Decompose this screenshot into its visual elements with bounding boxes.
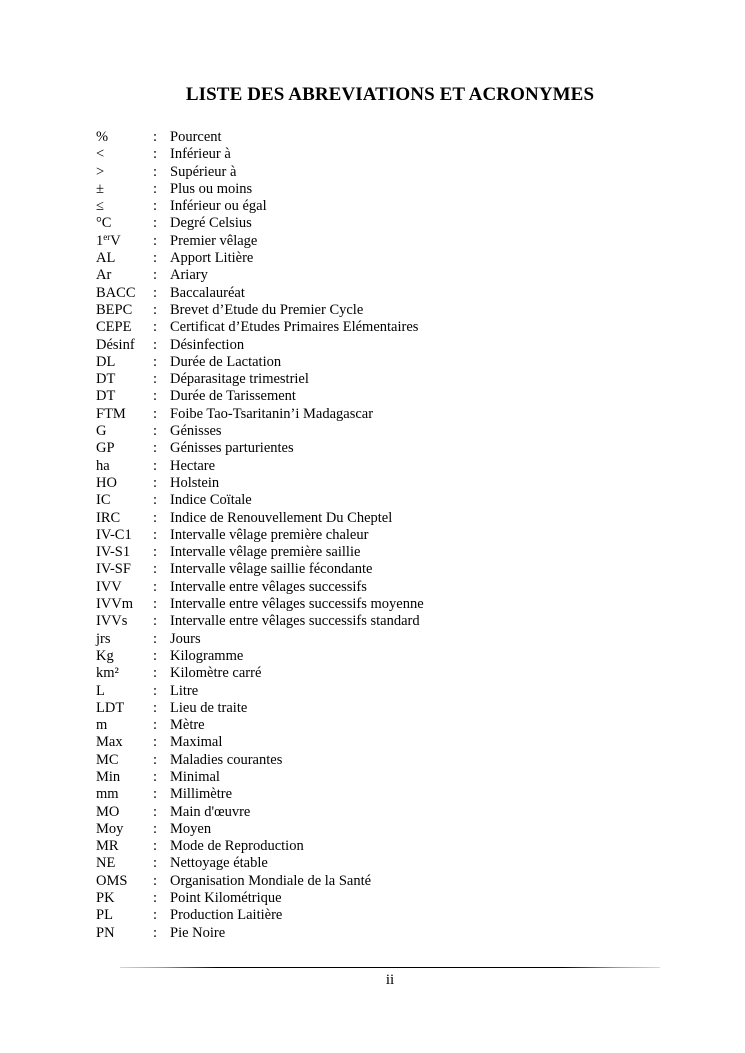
definition: Point Kilométrique: [170, 890, 282, 907]
separator: :: [153, 526, 158, 543]
separator: :: [153, 492, 158, 509]
abbreviation: L: [96, 682, 105, 699]
abbreviation: ≤: [96, 198, 104, 215]
separator: :: [153, 544, 158, 561]
abbreviation-list: [96, 129, 656, 942]
list-item: [96, 440, 656, 457]
list-item: [96, 458, 656, 475]
list-item: [96, 267, 656, 284]
abbreviation: Ar: [96, 267, 112, 284]
page-number: ii: [385, 972, 395, 988]
definition: Intervalle vêlage première chaleur: [170, 526, 369, 543]
definition: Désinfection: [170, 336, 245, 353]
definition: Ariary: [170, 267, 208, 284]
list-item: [96, 752, 656, 769]
list-item: [96, 648, 656, 665]
definition: Production Laitière: [170, 907, 283, 924]
separator: :: [153, 768, 158, 785]
abbreviation-superscript: er: [103, 231, 111, 242]
abbreviation: [96, 233, 153, 250]
separator: :: [153, 336, 158, 353]
definition: Brevet d’Etude du Premier Cycle: [170, 301, 364, 318]
abbreviation: IV-S1: [96, 544, 131, 561]
list-item: [96, 492, 656, 509]
list-item: [96, 873, 656, 890]
separator: :: [153, 561, 158, 578]
definition: Inférieur à: [170, 146, 231, 163]
abbreviation: BACC: [96, 284, 136, 301]
list-item: [96, 527, 656, 544]
separator: :: [153, 820, 158, 837]
abbreviation: PL: [96, 907, 113, 924]
definition: Supérieur à: [170, 163, 237, 180]
separator: :: [153, 423, 158, 440]
abbreviation: IV-SF: [96, 561, 131, 578]
list-item: [96, 181, 656, 198]
list-item: [96, 337, 656, 354]
separator: :: [153, 855, 158, 872]
separator: :: [153, 647, 158, 664]
abbreviation: PK: [96, 890, 115, 907]
abbreviation: GP: [96, 440, 115, 457]
separator: :: [153, 232, 158, 249]
abbreviation: DL: [96, 353, 116, 370]
list-item: [96, 129, 656, 146]
definition: Litre: [170, 682, 199, 699]
definition: Intervalle vêlage saillie fécondante: [170, 561, 373, 578]
list-item: [96, 371, 656, 388]
definition: Indice de Renouvellement Du Cheptel: [170, 509, 393, 526]
separator: :: [153, 474, 158, 491]
list-item: [96, 631, 656, 648]
definition: Organisation Mondiale de la Santé: [170, 872, 372, 889]
separator: :: [153, 353, 158, 370]
abbreviation: BEPC: [96, 301, 133, 318]
list-item: [96, 596, 656, 613]
list-item: [96, 821, 656, 838]
list-item: [96, 769, 656, 786]
list-item: [96, 285, 656, 302]
abbreviation: OMS: [96, 872, 128, 889]
abbreviation: MO: [96, 803, 120, 820]
abbreviation: IVV: [96, 578, 122, 595]
separator: :: [153, 198, 158, 215]
separator: :: [153, 751, 158, 768]
separator: :: [153, 509, 158, 526]
abbreviation: IVVs: [96, 613, 128, 630]
list-item: [96, 579, 656, 596]
abbreviation: MC: [96, 751, 119, 768]
definition: Maximal: [170, 734, 223, 751]
definition: Holstein: [170, 474, 220, 491]
list-item: [96, 215, 656, 232]
definition: Baccalauréat: [170, 284, 245, 301]
separator: :: [153, 250, 158, 267]
abbreviation: CEPE: [96, 319, 132, 336]
abbreviation: HO: [96, 474, 117, 491]
abbreviation: %: [96, 129, 109, 145]
list-item: [96, 700, 656, 717]
abbreviation: ±: [96, 180, 104, 197]
list-item: [96, 804, 656, 821]
list-item: [96, 544, 656, 561]
definition: Millimètre: [170, 786, 233, 803]
list-item: [96, 855, 656, 872]
separator: :: [153, 613, 158, 630]
abbreviation: FTM: [96, 405, 126, 422]
separator: :: [153, 405, 158, 422]
separator: :: [153, 440, 158, 457]
separator: :: [153, 786, 158, 803]
separator: :: [153, 163, 158, 180]
separator: :: [153, 267, 158, 284]
abbreviation: <: [96, 146, 105, 163]
abbreviation: NE: [96, 855, 116, 872]
page-title: LISTE DES ABREVIATIONS ET ACRONYMES: [185, 83, 595, 105]
list-item: [96, 510, 656, 527]
definition: Pourcent: [170, 129, 222, 145]
definition: Moyen: [170, 820, 212, 837]
list-item: [96, 838, 656, 855]
list-item: [96, 406, 656, 423]
list-item: [96, 890, 656, 907]
list-item: [96, 925, 656, 942]
definition: Main d'œuvre: [170, 803, 251, 820]
definition: Inférieur ou égal: [170, 198, 267, 215]
list-item: [96, 198, 656, 215]
list-item: [96, 907, 656, 924]
footer-divider: [120, 967, 660, 968]
definition: Intervalle entre vêlages successifs: [170, 578, 367, 595]
definition: Jours: [170, 630, 201, 647]
list-item: [96, 683, 656, 700]
separator: :: [153, 924, 158, 941]
separator: :: [153, 630, 158, 647]
separator: :: [153, 388, 158, 405]
definition: Indice Coïtale: [170, 492, 252, 509]
definition: Maladies courantes: [170, 751, 283, 768]
definition: Foibe Tao-Tsaritanin’i Madagascar: [170, 405, 374, 422]
abbreviation: DT: [96, 388, 116, 405]
separator: :: [153, 129, 158, 145]
list-item: [96, 146, 656, 163]
definition: Certificat d’Etudes Primaires Elémentaires: [170, 319, 419, 336]
definition: Mode de Reproduction: [170, 838, 304, 855]
definition: Intervalle vêlage première saillie: [170, 544, 361, 561]
abbreviation: km²: [96, 665, 119, 682]
definition: Nettoyage étable: [170, 855, 268, 872]
separator: :: [153, 457, 158, 474]
abbreviation: G: [96, 423, 107, 440]
separator: :: [153, 734, 158, 751]
list-item: [96, 786, 656, 803]
list-item: [96, 250, 656, 267]
abbreviation: Min: [96, 768, 121, 785]
definition: Minimal: [170, 768, 220, 785]
definition: Intervalle entre vêlages successifs standard: [170, 613, 420, 630]
definition: Durée de Tarissement: [170, 388, 296, 405]
list-item: [96, 319, 656, 336]
abbreviation: MR: [96, 838, 119, 855]
separator: :: [153, 301, 158, 318]
separator: :: [153, 371, 158, 388]
abbreviation: IRC: [96, 509, 121, 526]
list-item: [96, 233, 656, 250]
separator: :: [153, 180, 158, 197]
list-item: [96, 734, 656, 751]
list-item: [96, 475, 656, 492]
definition: Plus ou moins: [170, 180, 253, 197]
separator: :: [153, 890, 158, 907]
abbreviation: Désinf: [96, 336, 135, 353]
list-item: [96, 613, 656, 630]
definition: Kilogramme: [170, 647, 244, 664]
abbreviation: IC: [96, 492, 111, 509]
separator: :: [153, 907, 158, 924]
abbreviation: LDT: [96, 699, 125, 716]
definition: Intervalle entre vêlages successifs moyenne: [170, 596, 424, 613]
separator: :: [153, 665, 158, 682]
separator: :: [153, 699, 158, 716]
separator: :: [153, 596, 158, 613]
definition: Pie Noire: [170, 924, 226, 941]
list-item: [96, 561, 656, 578]
list-item: [96, 354, 656, 371]
abbreviation: Moy: [96, 820, 124, 837]
abbreviation: PN: [96, 924, 115, 941]
separator: :: [153, 319, 158, 336]
abbreviation: mm: [96, 786, 119, 803]
abbreviation-base: 1: [96, 232, 104, 249]
abbreviation: m: [96, 717, 108, 734]
list-item: [96, 423, 656, 440]
definition: Génisses: [170, 423, 222, 440]
definition: Premier vêlage: [170, 232, 258, 249]
separator: :: [153, 146, 158, 163]
separator: :: [153, 872, 158, 889]
list-item: [96, 665, 656, 682]
abbreviation: DT: [96, 371, 116, 388]
abbreviation: °C: [96, 215, 112, 232]
list-item: [96, 164, 656, 181]
abbreviation: AL: [96, 250, 116, 267]
abbreviation: Kg: [96, 647, 114, 664]
separator: :: [153, 803, 158, 820]
list-item: [96, 388, 656, 405]
abbreviation: Max: [96, 734, 123, 751]
abbreviation: >: [96, 163, 105, 180]
separator: :: [153, 717, 158, 734]
separator: :: [153, 838, 158, 855]
abbreviation: IVVm: [96, 596, 134, 613]
separator: :: [153, 578, 158, 595]
definition: Hectare: [170, 457, 216, 474]
separator: :: [153, 215, 158, 232]
definition: Génisses parturientes: [170, 440, 294, 457]
definition: Apport Litière: [170, 250, 254, 267]
abbreviation: ha: [96, 457, 110, 474]
abbreviation: jrs: [96, 630, 111, 647]
list-item: [96, 717, 656, 734]
separator: :: [153, 284, 158, 301]
definition: Mètre: [170, 717, 205, 734]
definition: Kilomètre carré: [170, 665, 262, 682]
abbreviation: IV-C1: [96, 526, 132, 543]
separator: :: [153, 682, 158, 699]
definition: Degré Celsius: [170, 215, 252, 232]
list-item: [96, 302, 656, 319]
definition: Lieu de traite: [170, 699, 248, 716]
definition: Déparasitage trimestriel: [170, 371, 309, 388]
definition: Durée de Lactation: [170, 353, 282, 370]
abbreviation-tail: V: [110, 232, 121, 249]
